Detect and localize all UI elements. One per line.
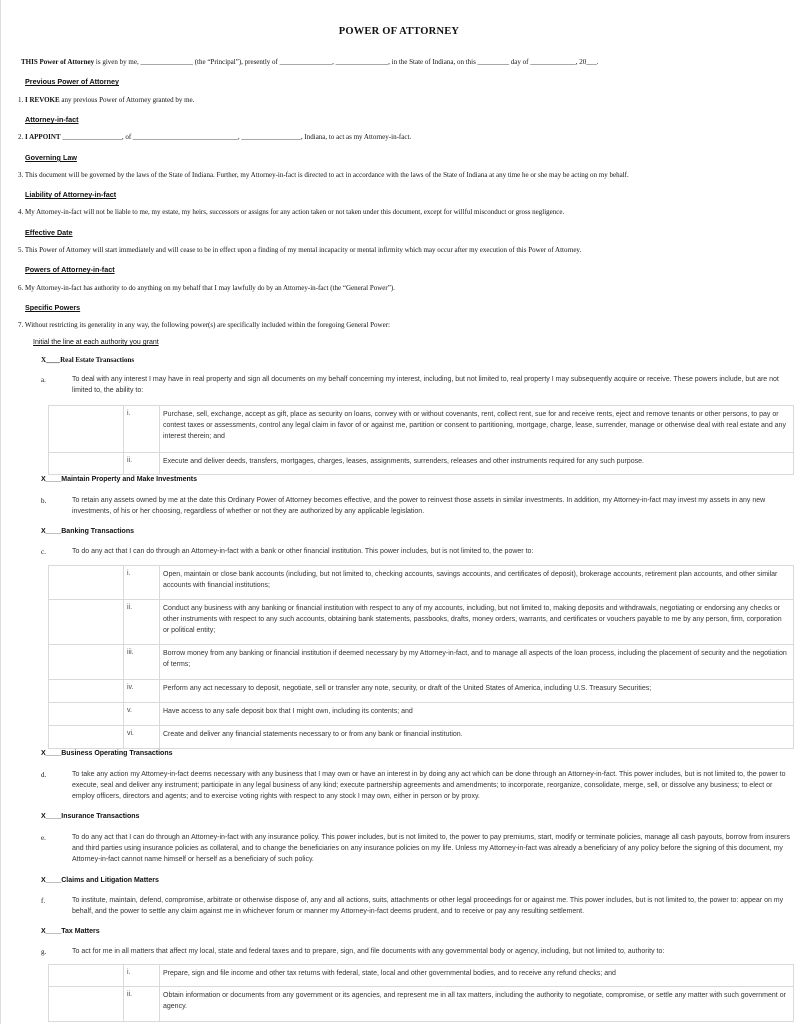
- sub-item-number: i.: [124, 566, 160, 599]
- initial-mark[interactable]: X____: [41, 928, 62, 935]
- section-heading: Attorney-in-fact: [25, 115, 79, 124]
- sub-item-row: [49, 406, 793, 453]
- sub-item-text: Prepare, sign and file income and other tax returns with federal, state, local and other governmental bodies, and to receive any refund checks; and: [163, 970, 616, 977]
- sub-item-row: [49, 680, 793, 703]
- power-heading-insurance: [41, 813, 139, 820]
- section-paragraph: [18, 208, 793, 218]
- sub-item-number: ii.: [124, 453, 160, 474]
- section-heading: Liability of Attorney-in-fact: [25, 190, 117, 199]
- power-letter: d.: [41, 771, 47, 779]
- section-number: 5.: [18, 246, 24, 254]
- sub-item-text: Perform any act necessary to deposit, negotiate, sell or transfer any note, security, or draft of the United States of America, including U.S. Treasury Securities;: [163, 685, 652, 692]
- initial-mark[interactable]: X____: [41, 750, 62, 757]
- initial-mark[interactable]: X____: [41, 813, 62, 820]
- section-heading: Powers of Attorney-in-fact: [25, 265, 115, 274]
- section-number: 7.: [18, 321, 24, 329]
- power-title: Real Estate Transactions: [60, 356, 135, 364]
- sub-item-text: Open, maintain or close bank accounts (including, but not limited to, checking accounts, savings accounts, and certificates of deposit), brokerage accounts, retirement plan accounts, and other similar accounts with financial institutions;: [163, 571, 778, 589]
- sub-item-row: [49, 965, 793, 987]
- power-letter: g.: [41, 948, 47, 956]
- section-text: My Attorney-in-fact will not be liable to me, my estate, my heirs, successors or assigns for any action taken or not taken under this document, except for willful misconduct or gross negligence.: [25, 208, 565, 216]
- section-paragraph: [18, 133, 793, 143]
- sub-item-row: [49, 987, 793, 1022]
- power-heading-real-estate: [41, 356, 134, 364]
- power-title: Business Operating Transactions: [61, 750, 173, 757]
- sub-item-number: vi.: [124, 726, 160, 748]
- power-heading-tax: [41, 928, 100, 935]
- power-text: To do any act that I can do through an Attorney-in-fact with a bank or other financial institution. This power includes, but is not limited to, the power to:: [72, 548, 534, 555]
- section-paragraph: [18, 284, 793, 294]
- intro-text: is given by me, _______________ (the “Principal”), presently of _______________, _______________, in the State of Indiana, on this _________ day of _____________, 20___.: [94, 58, 599, 66]
- sub-item-row: [49, 453, 793, 475]
- section-heading: Previous Power of Attorney: [25, 77, 119, 86]
- sub-item-row: [49, 726, 793, 749]
- power-text: To do any act that I can do through an Attorney-in-fact with any insurance policy. This power includes, but is not limited to, the power to pay premiums, start, modify or terminate policies, manage all cash payouts, borrow from insurers and third parties using insurance policies as collateral, and to change the beneficiaries on any insurance policies on my life. Unless my Attorney-in-fact was already a beneficiary of any policy before the signing of this document, my Attorney-in-fact cannot name himself or herself as a beneficiary of such policy.: [72, 834, 790, 863]
- section-text: This Power of Attorney will start immediately and will cease to be in effect upon a finding of my mental incapacity or mental infirmity which may occur after my execution of this Power of Attorney.: [24, 246, 582, 254]
- power-title: Maintain Property and Make Investments: [61, 476, 198, 483]
- sub-item-text: Create and deliver any financial statements necessary to or from any bank or financial institution.: [163, 731, 463, 738]
- section-heading: Governing Law: [25, 153, 77, 162]
- section-heading: Specific Powers: [25, 303, 81, 312]
- document-title: POWER OF ATTORNEY: [338, 26, 460, 37]
- power-text: To take any action my Attorney-in-fact deems necessary with any business that I may own or have an interest in by doing any act which can be done through an Attorney-in-fact. This power includes, but is not limited to, the power to execute, seal and deliver any instrument; participate in any legal business of any kind; execute partnership agreements and amendments; to incorporate, reorganize, consolidate, merge, sell, or dissolve any business; to elect or employ officers, directors and agents; and to exercise voting rights with respect to any stock I may own, either in person or by proxy.: [72, 771, 786, 800]
- power-text: To act for me in all matters that affect my local, state and federal taxes and to prepare, sign, and file documents with any governmental body or agency, including, but not limited to, authority to:: [72, 948, 665, 955]
- power-heading-business: [41, 750, 173, 757]
- power-heading-claims: [41, 877, 159, 884]
- power-title: Tax Matters: [61, 928, 100, 935]
- section-number: 3.: [18, 171, 24, 179]
- initial-note: Initial the line at each authority you grant: [33, 339, 159, 346]
- initial-mark[interactable]: X____: [41, 528, 62, 535]
- sub-item-number: i.: [124, 965, 160, 986]
- sub-item-text: Purchase, sell, exchange, accept as gift, place as security on loans, convey with or without covenants, rent, collect rent, sue for and receive rents, eject and remove tenants or other persons, to pay or contest taxes or assessments, control any legal claim in favor of or against me, partition or consent to partitioning, mortgage, charge, lease, surrender, manage or otherwise deal with real estate and any interest therein; and: [163, 411, 786, 440]
- sub-item-text: Borrow money from any banking or financial institution if deemed necessary by my Attorney-in-fact, and to manage all aspects of the loan process, including the placement of security and the negotiation of terms;: [163, 650, 787, 668]
- sub-item-number: ii.: [124, 600, 160, 644]
- section-text: My Attorney-in-fact has authority to do anything on my behalf that I may lawfully do by an Attorney-in-fact (the “General Power”).: [25, 284, 395, 292]
- initial-mark[interactable]: X____: [41, 476, 62, 483]
- initial-mark[interactable]: X____: [41, 356, 61, 364]
- sub-items-table-real-estate: [48, 405, 794, 475]
- sub-item-text: Execute and deliver deeds, transfers, mortgages, charges, leases, assignments, surrenders, releases and other instruments required for any such purpose.: [163, 458, 644, 465]
- power-text: To retain any assets owned by me at the date this Ordinary Power of Attorney becomes effective, and the power to reinvest those assets in similar investments. In addition, my Attorney-in-fact may invest my assets in any new investments, of his or her choosing, regardless of whether or not they are authorized by any applicable legislation.: [72, 497, 766, 515]
- sub-item-number: ii.: [124, 987, 160, 1021]
- sub-items-table-banking: [48, 565, 794, 749]
- section-lead: I APPOINT: [25, 133, 61, 141]
- sub-item-row: [49, 600, 793, 645]
- section-text: _________________, of ______________________________, _________________, Indiana, to act as my Attorney-in-fact.: [60, 133, 412, 141]
- sub-item-text: Obtain information or documents from any government or its agencies, and represent me in all tax matters, including the authority to negotiate, compromise, or settle any matter with such government or agency.: [163, 992, 786, 1010]
- power-letter: e.: [41, 834, 46, 842]
- power-letter: c.: [41, 548, 46, 556]
- section-paragraph: [18, 246, 793, 256]
- section-text: This document will be governed by the laws of the State of Indiana. Further, my Attorney-in-fact is directed to act in accordance with the laws of the State of Indiana at any time he or she may be acting on my behalf.: [24, 171, 629, 179]
- section-number: 6.: [18, 284, 24, 292]
- power-heading-investments: [41, 476, 197, 483]
- sub-item-text: Conduct any business with any banking or financial institution with respect to any of my accounts, including, but not limited to, making deposits and withdrawals, negotiating or endorsing any checks or other instruments with respect to any such accounts, obtaining bank statements, passbooks, drafts, money orders, warrants, and certificates or vouchers payable to me by any person, firm, corporation or political entity;: [163, 605, 782, 634]
- power-title: Claims and Litigation Matters: [61, 877, 159, 884]
- section-heading: Effective Date: [25, 228, 73, 237]
- sub-item-text: Have access to any safe deposit box that I might own, including its contents; and: [163, 708, 413, 715]
- power-letter: a.: [41, 376, 46, 384]
- power-text: To deal with any interest I may have in real property and sign all documents on my behalf concerning my interest, including, but not limited to, real property I may subsequently acquire or receive. These powers include, but are not limited to, the ability to:: [72, 376, 779, 394]
- power-letter: b.: [41, 497, 47, 505]
- section-paragraph: [18, 171, 793, 181]
- section-number: 2.: [18, 133, 24, 141]
- sub-item-number: i.: [124, 406, 160, 452]
- sub-item-row: [49, 645, 793, 680]
- power-title: Insurance Transactions: [61, 813, 140, 820]
- section-paragraph: [18, 96, 793, 106]
- section-lead: I REVOKE: [25, 96, 60, 104]
- section-number: 1.: [18, 96, 24, 104]
- section-paragraph: [18, 321, 793, 331]
- sub-item-number: iii.: [124, 645, 160, 679]
- sub-items-table-tax: [48, 964, 794, 1022]
- sub-item-row: [49, 566, 793, 600]
- sub-item-number: v.: [124, 703, 160, 725]
- initial-mark[interactable]: X____: [41, 877, 62, 884]
- section-text: Without restricting its generality in any way, the following power(s) are specifically included within the foregoing General Power:: [24, 321, 390, 329]
- sub-item-number: iv.: [124, 680, 160, 702]
- intro-lead: THIS Power of Attorney: [21, 58, 95, 66]
- sub-item-row: [49, 703, 793, 726]
- section-number: 4.: [18, 208, 24, 216]
- section-text: any previous Power of Attorney granted by me.: [59, 96, 195, 104]
- power-title: Banking Transactions: [61, 528, 134, 535]
- power-text: To institute, maintain, defend, compromise, arbitrate or otherwise dispose of, any and all actions, suits, attachments or other legal proceedings for or against me. This power includes, but is not limited to, the power to: appear on my behalf, and the power to settle any claim against me in whichever forum or manner my Attorney-in-fact deems prudent, and to receive or pay any resulting settlement.: [72, 897, 784, 915]
- intro-paragraph: [21, 58, 791, 68]
- page-edge: [0, 0, 1, 1024]
- power-letter: f.: [41, 897, 46, 905]
- power-heading-banking: [41, 528, 134, 535]
